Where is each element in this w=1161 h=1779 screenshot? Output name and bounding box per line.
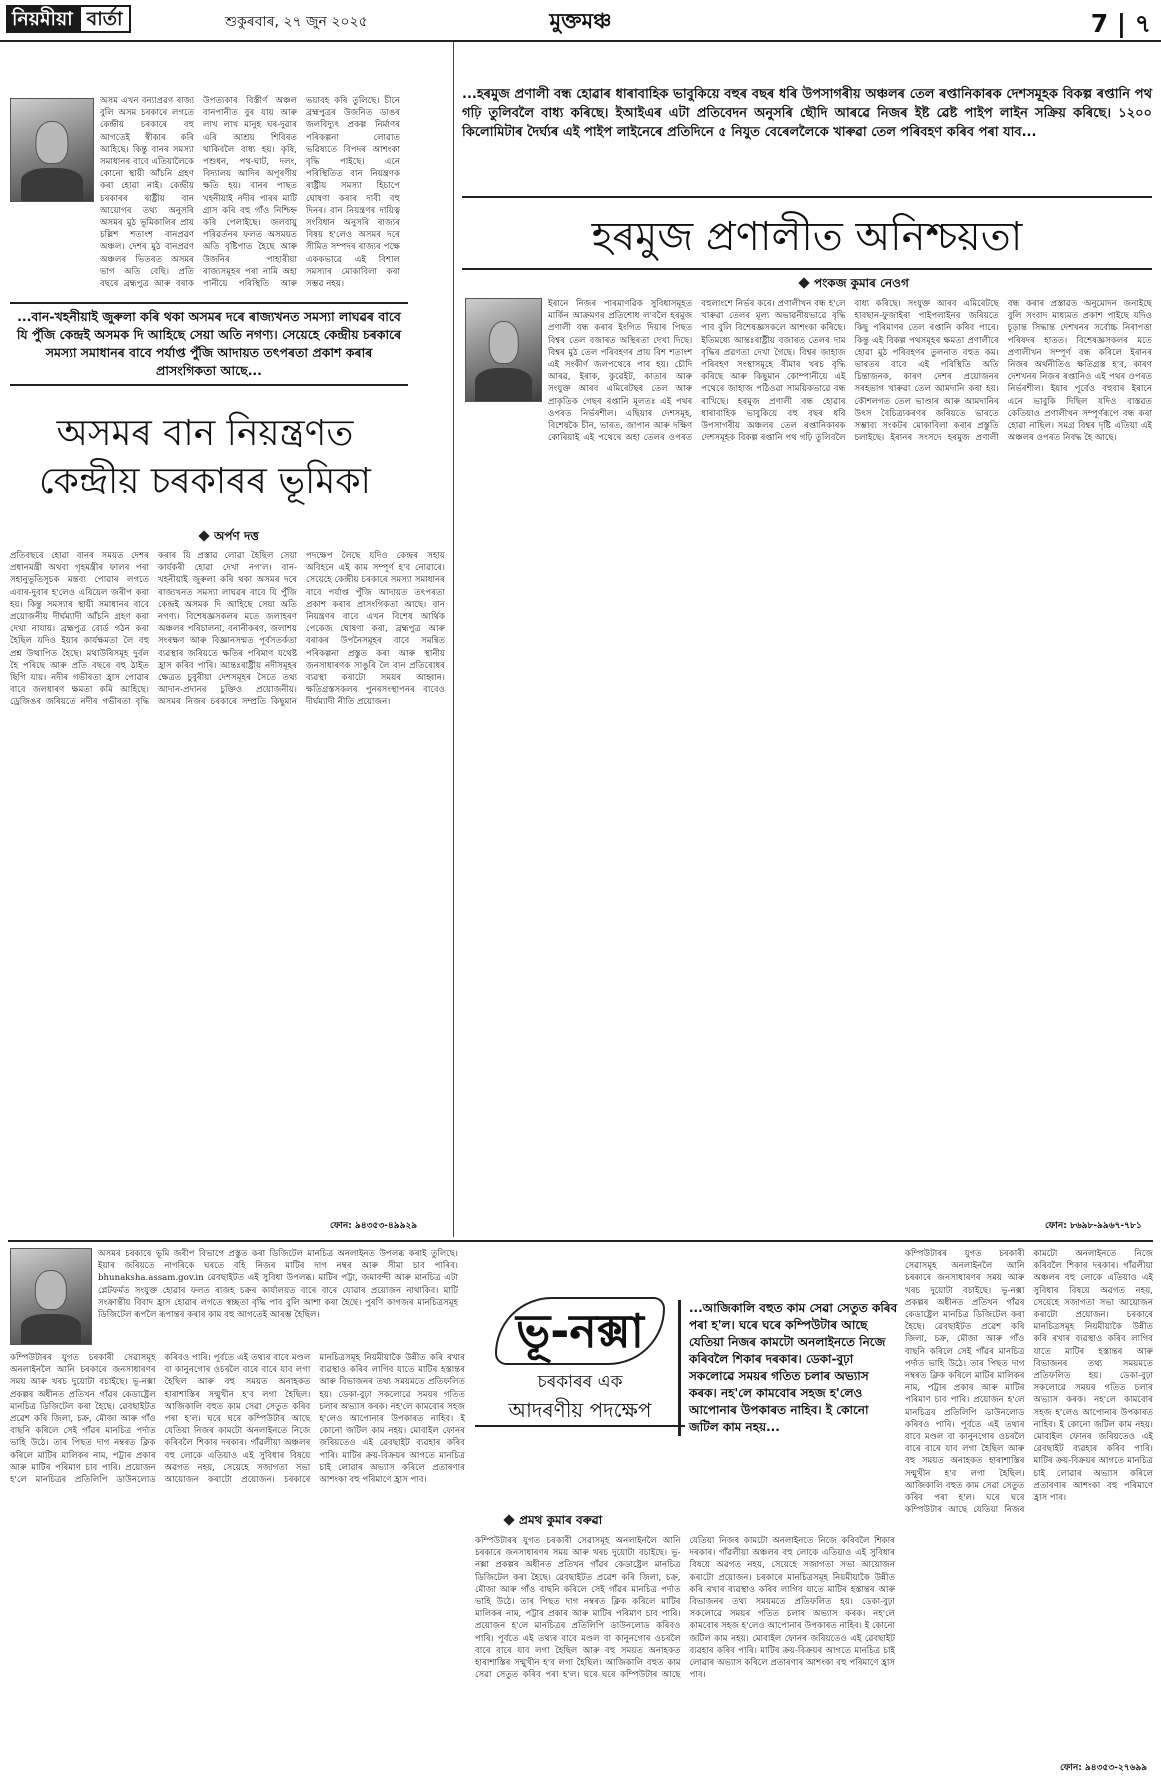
bhunaksha-body-middle: কম্পিউটাৰৰ যুগত চৰকাৰী সেৱাসমূহ অনলাইনলৈ আনি চৰকাৰে জনসাধাৰণৰ সময় আৰু খৰচ দুয়োটা বচাইছে। ভূ-নক্সা প্ৰকল্পৰ অধীনত প্ৰতিখন গাঁৱৰ কেডাষ্ট্ৰেল মানচিত্ৰ ডিজিটেল কৰা হৈছে। ৱেবছাইটত প্ৰৱেশ কৰি জিলা, চক্ৰ, মৌজা আৰু গাঁও বাছনি কৰিলে সেই গাঁৱৰ মানচিত্ৰ পৰ্দাত ভাহি উঠে। তাৰ পিছত দাগ নম্বৰত ক্লিক কৰিলে মাটিৰ মালিকৰ নাম, পট্টাৰ প্ৰকাৰ আৰু মাটিৰ পৰিমাণ চাব পাৰি। প্ৰয়োজন হ'লে মানচিত্ৰৰ প্ৰতিলিপি ডাউনলোড কৰিবও পাৰি। পূৰ্বতে এই তথ্যৰ বাবে মণ্ডল বা কানুনগোৰ ওচৰলৈ বাৰে বাৰে যাব লগা হৈছিল আৰু বহু সময়ত অনাহকত হাৰাশাস্তিৰ সন্মুখীন হ'ব লগা হৈছিল। আজিকালি বহুত কাম সেৱা সেতুত কৰিব পৰা হ'ল। ঘৰে ঘৰে কম্পিউটাৰ আছে যেতিয়া নিজৰ কামটো অনলাইনতে নিজে কৰিবলৈ শিকাৰ দৰকাৰ। গাঁৱলীয়া অঞ্চলৰ বহু লোকে এতিয়াও এই সুবিধাৰ বিষয়ে অৱগত নহয়, সেয়েহে সজাগতা সভা আয়োজন কৰাটো প্ৰয়োজন। চৰকাৰে মানচিত্ৰসমূহ নিয়মীয়াকৈ উন্নীত কৰি ৰখাৰ ব্যৱস্থাও কৰিব লাগিব যাতে মাটিৰ হস্তান্তৰ আৰু বিভাজনৰ তথ্য সময়মতে প্ৰতিফলিত হয়। ডেকা-বুঢ়া সকলোৱে সময়ৰ গতিত চলাৰ অভ্যাস কৰক। নহ'লে কামবোৰ সহজ হ'লেও আপোনাৰ উপকাৰত নাহিব। ই কোনো জটিল কাম নহয়। মোবাইল ফোনৰ জৰিয়তেও এই ৱেবছাইট ব্যৱহাৰ কৰিব পাৰি। মাটিৰ ক্ৰয়-বিক্ৰয়ৰ আগতে মানচিত্ৰ চাই লোৱাৰ অভ্যাস কৰিলে প্ৰতাৰণাৰ আশংকা বহু পৰিমাণে হ্ৰাস পাব। xyxy=(475,1536,895,1681)
section-divider xyxy=(8,1240,1153,1242)
flood-lead-text: অসম এখন বন্যাপ্ৰৱণ ৰাজ্য বুলি অসম চৰকাৰে লগতে কেন্দ্ৰীয় চৰকাৰে বহু আগতেই স্বীকাৰ কৰি আহিছে। কিন্তু বানৰ সমস্যা সমাধানৰ বাবে এতিয়ালৈকে কোনো স্থায়ী আঁচনি গ্ৰহণ কৰা হোৱা নাই। কেন্দ্ৰীয় চৰকাৰৰ ৰাষ্ট্ৰীয় বান আয়োগৰ তথ্য অনুসৰি অসমৰ মুঠ ভূমিকালিৰ প্ৰায় চল্লিশ শতাংশ বানপ্ৰৱণ অঞ্চল। দেশৰ মুঠ বানপ্ৰৱণ অঞ্চলৰ ভিতৰত অসমৰ ভাগ অতি বেছি। প্ৰতি বছৰে ব্ৰহ্মপুত্ৰ আৰু বৰাক উপত্যকাৰ বিস্তীৰ্ণ অঞ্চল বানপানীত বুৰ যায় আৰু লাখ লাখ মানুহ ঘৰ-দুৱাৰ এৰি আশ্ৰয় শিবিৰত থাকিবলৈ বাধ্য হয়। কৃষি, পশুধন, পথ-ঘাট, দলং, বিদ্যালয় আদিৰ অপূৰণীয় ক্ষতি হয়। বানৰ পাছত খহনীয়াই নদীৰ পাৰৰ মাটি গ্ৰাস কৰি বহু গাঁও নিশ্চিহ্ন কৰি পেলাইছে। জলবায়ু পৰিৱৰ্তনৰ ফলত অসময়ত অতি বৃষ্টিপাত হৈছে আৰু উজনিৰ পাহাৰীয়া ৰাজ্যসমূহৰ পৰা নামি অহা পানীয়ে পৰিস্থিতি আৰু ভয়াবহ কৰি তুলিছে। চীনে ব্ৰহ্মপুত্ৰৰ উজনিত ডাঙৰ জলবিদ্যুৎ প্ৰকল্প নিৰ্মাণৰ পৰিকল্পনা লোৱাত ভৱিষ্যতে বিপদৰ আশংকা বৃদ্ধি পাইছে। এনে পৰিস্থিতিত বান নিয়ন্ত্ৰণক ৰাষ্ট্ৰীয় সমস্যা হিচাপে ঘোষণা কৰাৰ দাবী বহু দিনৰ। বান নিয়ন্ত্ৰণৰ দায়িত্ব সংবিধান অনুসৰি ৰাজ্যৰ বিষয় হ'লেও অসমৰ দৰে সীমিত সম্পদৰ ৰাজ্যৰ পক্ষে এককভাৱে এই বিশাল সমস্যাৰ মোকাবিলা কৰা সম্ভৱ নহয়। xyxy=(100,96,400,290)
masthead xyxy=(0,0,1161,42)
bullet-icon xyxy=(503,1514,514,1525)
author-photo xyxy=(465,298,542,402)
bhunaksha-callout: ...আজিকালি বহুত কাম সেৱা সেতুত কৰিব পৰা হ'ল। ঘৰে ঘৰে কম্পিউটাৰ আছে যেতিয়া নিজৰ কামটো অনলাইনতে নিজে কৰিবলৈ শিকাৰ দৰকাৰ। ডেকা-বুঢ়া সকলোৱে সময়ৰ গতিত চলাৰ অভ্যাস কৰক। নহ'লে কামবোৰ সহজ হ'লেও আপোনাৰ উপকাৰত নাহিব। ই কোনো জটিল কাম নহয়... xyxy=(678,1300,899,1436)
bhunaksha-body-right: কম্পিউটাৰৰ যুগত চৰকাৰী সেৱাসমূহ অনলাইনলৈ আনি চৰকাৰে জনসাধাৰণৰ সময় আৰু খৰচ দুয়োটা বচাইছে। ভূ-নক্সা প্ৰকল্পৰ অধীনত প্ৰতিখন গাঁৱৰ কেডাষ্ট্ৰেল মানচিত্ৰ ডিজিটেল কৰা হৈছে। ৱেবছাইটত প্ৰৱেশ কৰি জিলা, চক্ৰ, মৌজা আৰু গাঁও বাছনি কৰিলে সেই গাঁৱৰ মানচিত্ৰ পৰ্দাত ভাহি উঠে। তাৰ পিছত দাগ নম্বৰত ক্লিক কৰিলে মাটিৰ মালিকৰ নাম, পট্টাৰ প্ৰকাৰ আৰু মাটিৰ পৰিমাণ চাব পাৰি। প্ৰয়োজন হ'লে মানচিত্ৰৰ প্ৰতিলিপি ডাউনলোড কৰিবও পাৰি। পূৰ্বতে এই তথ্যৰ বাবে মণ্ডল বা কানুনগোৰ ওচৰলৈ বাৰে বাৰে যাব লগা হৈছিল আৰু বহু সময়ত অনাহকত হাৰাশাস্তিৰ সন্মুখীন হ'ব লগা হৈছিল। আজিকালি বহুত কাম সেৱা সেতুত কৰিব পৰা হ'ল। ঘৰে ঘৰে কম্পিউটাৰ আছে যেতিয়া নিজৰ কামটো অনলাইনতে নিজে কৰিবলৈ শিকাৰ দৰকাৰ। গাঁৱলীয়া অঞ্চলৰ বহু লোকে এতিয়াও এই সুবিধাৰ বিষয়ে অৱগত নহয়, সেয়েহে সজাগতা সভা আয়োজন কৰাটো প্ৰয়োজন। চৰকাৰে মানচিত্ৰসমূহ নিয়মীয়াকৈ উন্নীত কৰি ৰখাৰ ব্যৱস্থাও কৰিব লাগিব যাতে মাটিৰ হস্তান্তৰ আৰু বিভাজনৰ তথ্য সময়মতে প্ৰতিফলিত হয়। ডেকা-বুঢ়া সকলোৱে সময়ৰ গতিত চলাৰ অভ্যাস কৰক। নহ'লে কামবোৰ সহজ হ'লেও আপোনাৰ উপকাৰত নাহিব। ই কোনো জটিল কাম নহয়। মোবাইল ফোনৰ জৰিয়তেও এই ৱেবছাইট ব্যৱহাৰ কৰিব পাৰি। মাটিৰ ক্ৰয়-বিক্ৰয়ৰ আগতে মানচিত্ৰ চাই লোৱাৰ অভ্যাস কৰিলে প্ৰতাৰণাৰ আশংকা বহু পৰিমাণে হ্ৰাস পাব। xyxy=(905,1249,1153,1516)
page-number: 7 | ৭ xyxy=(1090,9,1151,38)
kicker-rule xyxy=(462,196,1152,198)
flood-author: অৰ্পণ দত্ত xyxy=(214,529,259,543)
newspaper-logo xyxy=(6,4,131,34)
bhunaksha-title-box xyxy=(475,1293,685,1503)
face-icon xyxy=(35,121,68,164)
logo-left: নিয়মীয়া xyxy=(6,5,79,33)
flood-headline-line1: অসমৰ বান নিয়ন্ত্ৰণত xyxy=(56,413,354,454)
bhunaksha-author: প্ৰমথ কুমাৰ বৰুৱা xyxy=(519,1513,603,1527)
hormuz-headline: হৰমুজ প্ৰণালীত অনিশ্চয়তা xyxy=(591,214,1023,260)
author-photo xyxy=(10,98,94,202)
hormuz-author: পংকজ কুমাৰ নেওগ xyxy=(814,276,909,290)
face-icon xyxy=(35,1270,67,1310)
bhunaksha-phone: ফোন: ৯৪৩৫৩-২৭৬৯৯ xyxy=(1060,1763,1148,1773)
issue-date: শুকুৰবাৰ, ২৭ জুন ২০২৫ xyxy=(225,14,368,30)
bhunaksha-subtitle-2: আদৰণীয় পদক্ষেপ xyxy=(475,1395,685,1427)
flood-body-text: প্ৰতিবছৰে হোৱা বানৰ সময়ত দেশৰ প্ৰধানমন্ত্ৰী অথবা গৃহমন্ত্ৰীৰ ফালৰ পৰা সহানুভূতিসূচক মন্তব্য পোৱাৰ লগতে এবাৰ-দুবাৰ হ'লেও এৰিয়েল জৰীপ কৰা হয়। কিন্তু সমস্যাৰ স্থায়ী সমাধানৰ বাবে প্ৰয়োজনীয় দীৰ্ঘম্যাদী আঁচনি গ্ৰহণ কৰা দেখা নাযায়। ব্ৰহ্মপুত্ৰ বোৰ্ড গঠন কৰা হৈছিল যদিও ইয়াৰ কাৰ্যক্ষমতা লৈ বহু প্ৰশ্ন উত্থাপিত হৈছে। মথাউৰিসমূহ দুৰ্বল হৈ পৰিছে আৰু প্ৰতি বছৰে বহু ঠাইত ছিগি যায়। নদীৰ গভীৰতা হ্ৰাস পোৱাৰ বাবে জলধাৰণ ক্ষমতা কমি আহিছে। ড্ৰেজিঙৰ জৰিয়তে নদীৰ গভীৰতা বৃদ্ধি কৰাৰ যি প্ৰস্তাৱ লোৱা হৈছিল সেয়া কাৰ্যকৰী হোৱা দেখা নগ'ল। বান-খহনীয়াই জুৰুলা কৰি থকা অসমৰ দৰে ৰাজ্যখনত সমস্যা লাঘৱৰ বাবে যি পুঁজি কেন্দ্ৰই অসমক দি আহিছে সেয়া অতি নগণ্য। বিশেষজ্ঞসকলৰ মতে জলাহৰণ অঞ্চলৰ পৰিচালনা, বনানীকৰণ, জলাশয় সংৰক্ষণ আৰু বিজ্ঞানসন্মত পূৰ্বসতৰ্কতা ব্যৱস্থাৰ জৰিয়তে ক্ষতিৰ পৰিমাণ যথেষ্ট হ্ৰাস কৰিব পাৰি। আন্তঃৰাষ্ট্ৰীয় নদীসমূহৰ ক্ষেত্ৰত চুবুৰীয়া দেশসমূহৰ সৈতে তথ্য আদান-প্ৰদানৰ চুক্তিও প্ৰয়োজনীয়। অসমৰ নিজৰ চৰকাৰে সম্প্ৰতি কিছুমান পদক্ষেপ লৈছে যদিও কেন্দ্ৰৰ সহায় অবিহনে এই কাম সম্পূৰ্ণ হ'ব নোৱাৰে। সেয়েহে কেন্দ্ৰীয় চৰকাৰে সমস্যা সমাধানৰ বাবে পৰ্যাপ্ত পুঁজি আদায়ত তৎপৰতা প্ৰকাশ কৰাৰ প্ৰাসংগিকতা আছে। বান নিয়ন্ত্ৰণৰ বাবে এখন বিশেষ আৰ্থিক পেকেজ ঘোষণা কৰা, ব্ৰহ্মপুত্ৰ আৰু বৰাকৰ উপনৈসমূহৰ বাবে সমন্বিত পৰিকল্পনা প্ৰস্তুত কৰা আৰু স্থানীয় জনসাধাৰণক সাঙুৰি লৈ বান প্ৰতিৰোধৰ ব্যৱস্থা কৰাটো সময়ৰ আহ্বান। ক্ষতিগ্ৰস্তসকলৰ পুনৰসংস্থাপনৰ বাবেও দীৰ্ঘম্যাদী নীতি প্ৰয়োজন। xyxy=(10,551,445,708)
flood-pullquote: ...বান-খহনীয়াই জুৰুলা কৰি থকা অসমৰ দৰে ৰাজ্যখনত সমস্যা লাঘৱৰ বাবে যি পুঁজি কেন্দ্ৰই অসমক দি আহিছে সেয়া অতি নগণ্য। সেয়েহে কেন্দ্ৰীয় চৰকাৰে সমস্যা সমাধানৰ বাবে পৰ্যাপ্ত পুঁজি আদায়ত তৎপৰতা প্ৰকাশ কৰাৰ প্ৰাসংগিকতা আছে... xyxy=(10,302,408,386)
logo-right: বাৰ্তা xyxy=(79,5,131,33)
hormuz-kicker: ...হৰমুজ প্ৰণালী বন্ধ হোৱাৰ ধাৰাবাহিক ভাবুকিয়ে বহুৰ বছৰ ধৰি উপসাগৰীয় অঞ্চলৰ তেল ৰপ্তানিকাৰক দেশসমূহক বিকল্প ৰপ্তানি পথ গঢ়ি তুলিবলৈ বাধ্য কৰিছে। ইআইএৰ এটা প্ৰতিবেদন অনুসৰি ছৌদি আৰৱে নিজৰ ইষ্ট ৱেষ্ট পাইপ লাইন সক্ৰিয় কৰিছে। ১২০০ কিলোমিটাৰ দৈৰ্ঘ্যৰ এই পাইপ লাইনেৰে প্ৰতিদিনে ৫ নিযুত বেৰেললৈকে খাৰুৱা তেল পৰিবহণ কৰিব পৰা যাব... xyxy=(462,87,1152,140)
hormuz-byline xyxy=(800,275,909,295)
bhunaksha-title: ভূ-নক্সা xyxy=(495,1297,665,1365)
column-divider xyxy=(453,42,454,1237)
shoulders-shape xyxy=(21,1314,82,1344)
flood-headline-line2: কেন্দ্ৰীয় চৰকাৰৰ ভূমিকা xyxy=(39,461,371,502)
bhunaksha-lead-text: অসমৰ চৰকাৰে ভূমি জৰীপ বিভাগে প্ৰস্তুত কৰা ডিজিটেল মানচিত্ৰ অনলাইনত উপলব্ধ কৰাই তুলিছে। ইয়াৰ জৰিয়তে নাগৰিকে ঘৰতে বহি নিজৰ মাটিৰ দাগ নম্বৰ আৰু সীমা চাব পাৰিব। bhunaksha.assam.gov.in ৱেবছাইটত এই সুবিধা উপলব্ধ। মাটিৰ পট্টা, জমাবন্দী আৰু মানচিত্ৰ এটা প্লেটফৰ্মত সংযুক্ত হোৱাৰ ফলত ৰাজহ চক্ৰৰ কাৰ্যালয়ত বাৰে বাৰে যোৱাৰ প্ৰয়োজন নাথাকিব। মাটি সংক্ৰান্তীয় বিবাদ হ্ৰাস হোৱাৰ লগতে স্বচ্ছতা বৃদ্ধি পাব বুলি আশা কৰা হৈছে। পুৰণি কাগজৰ মানচিত্ৰসমূহ ডিজিটেল ৰূপলৈ ৰূপান্তৰ কৰাৰ কাম বহু আগতেই আৰম্ভ হৈছিল। xyxy=(98,1249,458,1321)
shoulders-shape xyxy=(21,168,83,201)
headline-rule xyxy=(462,268,1152,270)
flood-headline xyxy=(10,410,400,506)
hormuz-body-text: ইৰানে নিজৰ পাৰমাণৱিক সুবিধাসমূহত মাৰ্কিন আক্ৰমণৰ প্ৰতিশোধ ল'বলৈ হৰমুজ প্ৰণালী বন্ধ কৰাৰ ইংগিত দিয়াৰ পিছত বিশ্বৰ তেল বজাৰত অস্থিৰতা দেখা দিছে। বিশ্বৰ মুঠ তেল পৰিবহণৰ প্ৰায় বিশ শতাংশ এই সংকীৰ্ণ জলপথেৰে পাৰ হয়। চৌদি আৰৱ, ইৰাক, কুৱেইট, কাতাৰ আৰু সংযুক্ত আৰব এমিৰেটছৰ তেল আৰু প্ৰাকৃতিক গেছৰ ৰপ্তানি মূলতঃ এই পথৰ ওপৰত নিৰ্ভৰশীল। এছিয়াৰ দেশসমূহ, বিশেষকৈ চীন, ভাৰত, জাপান আৰু দক্ষিণ কোৰিয়াই এই পথেৰে অহা তেলৰ ওপৰত বহুলাংশে নিৰ্ভৰ কৰে। প্ৰণালীখন বন্ধ হ'লে খাৰুৱা তেলৰ মূল্য অভাৱনীয়ভাৱে বৃদ্ধি পাব বুলি বিশেষজ্ঞসকলে আশংকা কৰিছে। ইতিমধ্যে আন্তঃৰাষ্ট্ৰীয় বজাৰত তেলৰ দাম বৃদ্ধিৰ প্ৰৱণতা দেখা গৈছে। বিশ্বৰ জাহাজ পৰিবহণ সংস্থাসমূহে বীমাৰ খৰচ বৃদ্ধি কৰিছে আৰু কিছুমান কোম্পানীয়ে এই পথেৰে জাহাজ পঠিওৱা সাময়িকভাৱে বন্ধ ৰাখিছে। হৰমুজ প্ৰণালী বন্ধ হোৱাৰ ধাৰাবাহিক ভাবুকিয়ে বহু বছৰ ধৰি উপসাগৰীয় অঞ্চলৰ তেল ৰপ্তানিকাৰক দেশসমূহক বিকল্প ৰপ্তানি পথ গঢ়ি তুলিবলৈ বাধ্য কৰিছে। সংযুক্ত আৰব এমিৰেটছে হাবছান-ফুজাইৰা পাইপলাইনৰ জৰিয়তে কিছু পৰিমাণৰ তেল ৰপ্তানি কৰিব পাৰে। কিন্তু এই বিকল্প পথসমূহৰ ক্ষমতা প্ৰণালীৰে হোৱা মুঠ পৰিবহণৰ তুলনাত বহুত কম। ভাৰতৰ বাবে এই পৰিস্থিতি অতি চিন্তাজনক, কাৰণ দেশৰ প্ৰয়োজনৰ সৰহভাগ খাৰুৱা তেল আমদানি কৰা হয়। কৌশলগত তেল ভাণ্ডাৰ আৰু আমদানিৰ উৎস বৈচিত্ৰ্যকৰণৰ জৰিয়তে ভাৰতে সম্ভাব্য সংকটৰ মোকাবিলা কৰাৰ প্ৰস্তুতি চলাইছে। ইৰানৰ সংসদে হৰমুজ প্ৰণালী বন্ধ কৰাৰ প্ৰস্তাৱত অনুমোদন জনাইছে বুলি সংবাদ মাধ্যমত প্ৰকাশ পাইছে যদিও চূড়ান্ত সিদ্ধান্ত দেশখনৰ সৰ্বোচ্চ নিৰাপত্তা পৰিষদৰ হাতত। বিশেষজ্ঞসকলৰ মতে প্ৰণালীখন সম্পূৰ্ণ বন্ধ কৰিলে ইৰানৰ নিজৰ অৰ্থনীতিও ক্ষতিগ্ৰস্ত হ'ব, কাৰণ দেশখনৰ নিজৰ ৰপ্তানিও এই পথৰ ওপৰত নিৰ্ভৰশীল। ইয়াৰ পূৰ্বেও বহুবাৰ ইৰানে এনে ভাবুকি দিছিল যদিও বাস্তৱত কেতিয়াও প্ৰণালীখন সম্পূৰ্ণৰূপে বন্ধ কৰা হোৱা নাছিল। সমগ্ৰ বিশ্বৰ দৃষ্টি এতিয়া এই অঞ্চলৰ ওপৰত নিবদ্ধ হৈ আছে। xyxy=(548,299,1152,444)
bullet-icon xyxy=(198,530,209,541)
flood-phone: ফোন: ৯৪৩৫৩-৪৯৯২৯ xyxy=(330,1221,418,1231)
shoulders-shape xyxy=(475,368,532,401)
section-title: মুক্তমঞ্চ xyxy=(549,9,612,33)
flood-byline xyxy=(200,528,259,548)
hormuz-phone: ফোন: ৮৬৯৮-৯৯৬৭-৭৮১ xyxy=(1045,1221,1142,1231)
author-photo xyxy=(10,1248,92,1345)
bhunaksha-body-left: কম্পিউটাৰৰ যুগত চৰকাৰী সেৱাসমূহ অনলাইনলৈ আনি চৰকাৰে জনসাধাৰণৰ সময় আৰু খৰচ দুয়োটা বচাইছে। ভূ-নক্সা প্ৰকল্পৰ অধীনত প্ৰতিখন গাঁৱৰ কেডাষ্ট্ৰেল মানচিত্ৰ ডিজিটেল কৰা হৈছে। ৱেবছাইটত প্ৰৱেশ কৰি জিলা, চক্ৰ, মৌজা আৰু গাঁও বাছনি কৰিলে সেই গাঁৱৰ মানচিত্ৰ পৰ্দাত ভাহি উঠে। তাৰ পিছত দাগ নম্বৰত ক্লিক কৰিলে মাটিৰ মালিকৰ নাম, পট্টাৰ প্ৰকাৰ আৰু মাটিৰ পৰিমাণ চাব পাৰি। প্ৰয়োজন হ'লে মানচিত্ৰৰ প্ৰতিলিপি ডাউনলোড কৰিবও পাৰি। পূৰ্বতে এই তথ্যৰ বাবে মণ্ডল বা কানুনগোৰ ওচৰলৈ বাৰে বাৰে যাব লগা হৈছিল আৰু বহু সময়ত অনাহকত হাৰাশাস্তিৰ সন্মুখীন হ'ব লগা হৈছিল। আজিকালি বহুত কাম সেৱা সেতুত কৰিব পৰা হ'ল। ঘৰে ঘৰে কম্পিউটাৰ আছে যেতিয়া নিজৰ কামটো অনলাইনতে নিজে কৰিবলৈ শিকাৰ দৰকাৰ। গাঁৱলীয়া অঞ্চলৰ বহু লোকে এতিয়াও এই সুবিধাৰ বিষয়ে অৱগত নহয়, সেয়েহে সজাগতা সভা আয়োজন কৰাটো প্ৰয়োজন। চৰকাৰে মানচিত্ৰসমূহ নিয়মীয়াকৈ উন্নীত কৰি ৰখাৰ ব্যৱস্থাও কৰিব লাগিব যাতে মাটিৰ হস্তান্তৰ আৰু বিভাজনৰ তথ্য সময়মতে প্ৰতিফলিত হয়। ডেকা-বুঢ়া সকলোৱে সময়ৰ গতিত চলাৰ অভ্যাস কৰক। নহ'লে কামবোৰ সহজ হ'লেও আপোনাৰ উপকাৰত নাহিব। ই কোনো জটিল কাম নহয়। মোবাইল ফোনৰ জৰিয়তেও এই ৱেবছাইট ব্যৱহাৰ কৰিব পাৰি। মাটিৰ ক্ৰয়-বিক্ৰয়ৰ আগতে মানচিত্ৰ চাই লোৱাৰ অভ্যাস কৰিলে প্ৰতাৰণাৰ আশংকা বহু পৰিমাণে হ্ৰাস পাব। xyxy=(10,1353,465,1486)
bhunaksha-subtitle: চৰকাৰৰ এক xyxy=(537,1372,623,1392)
face-icon xyxy=(488,321,519,364)
bullet-icon xyxy=(798,277,809,288)
bhunaksha-byline xyxy=(505,1512,602,1532)
